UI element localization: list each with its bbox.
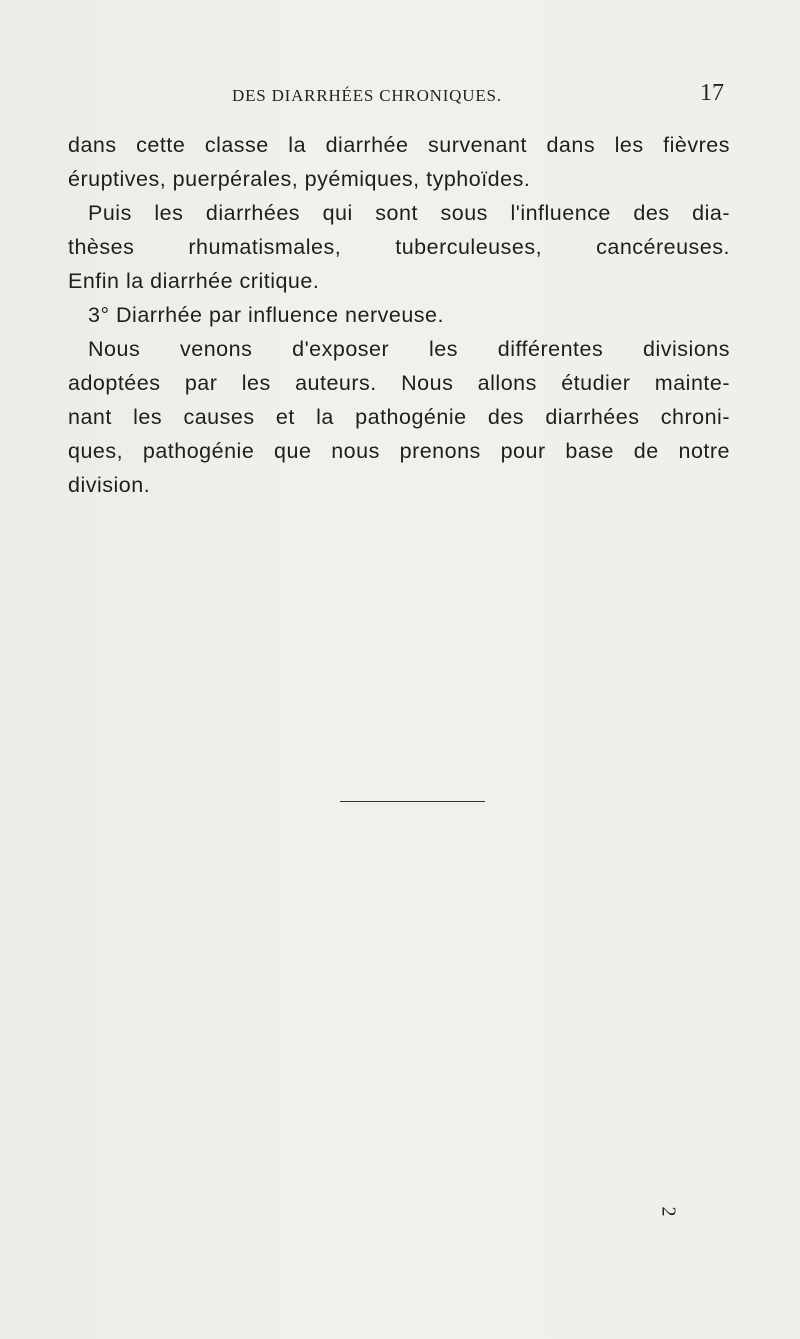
body-text — [68, 128, 730, 502]
text-line: éruptives, puerpérales, pyémiques, typhoïdes. — [68, 167, 531, 191]
text-line: 3° Diarrhée par influence nerveuse. — [88, 303, 444, 327]
text-line: nant les causes et la pathogénie des diarrhées chroni- — [68, 405, 730, 429]
text-line: Enfin la diarrhée critique. — [68, 269, 320, 293]
section-divider — [340, 801, 485, 802]
running-head-title: DES DIARRHÉES CHRONIQUES. — [232, 86, 502, 105]
text-line: thèses rhumatismales, tuberculeuses, cancéreuses. — [68, 235, 730, 259]
text-line: Nous venons d'exposer les différentes divisions — [88, 337, 730, 361]
signature-mark: 2 — [657, 1206, 680, 1217]
text-line: dans cette classe la diarrhée survenant dans les fièvres — [68, 133, 730, 157]
text-line: Puis les diarrhées qui sont sous l'influence des dia- — [88, 201, 730, 225]
text-line: adoptées par les auteurs. Nous allons étudier mainte- — [68, 371, 730, 395]
page-number: 17 — [700, 80, 724, 106]
text-line: division. — [68, 473, 151, 497]
text-line: ques, pathogénie que nous prenons pour base de notre — [68, 439, 730, 463]
